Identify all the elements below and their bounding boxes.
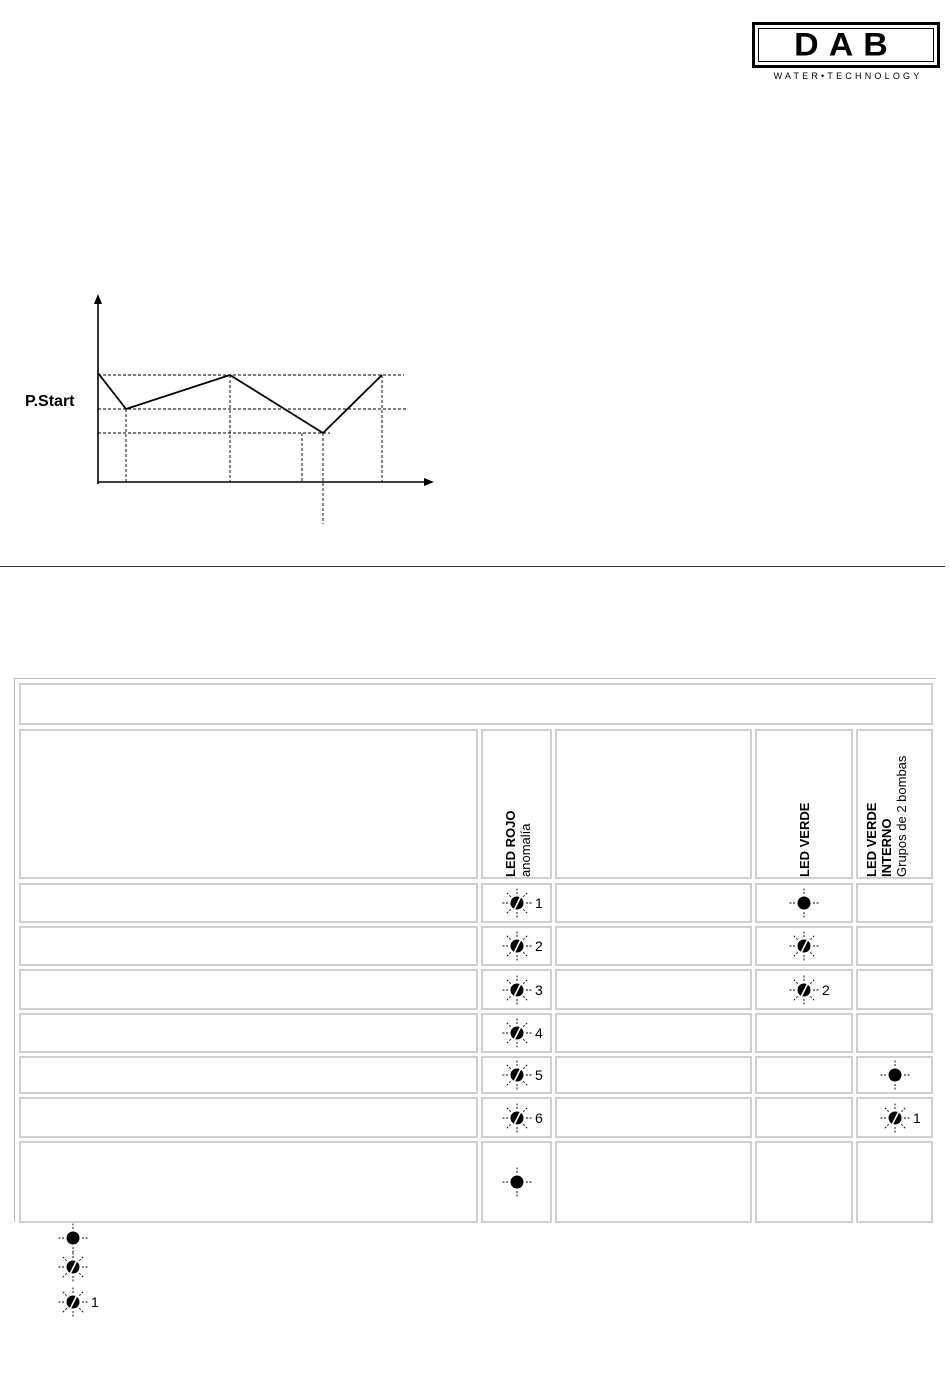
led-blinking-icon: [501, 974, 547, 1006]
blank-cell: [555, 883, 752, 923]
header-description-cell: [19, 729, 478, 879]
header-led-verde-interno-title2: INTERNO: [879, 818, 894, 877]
led-verde-interno-cell: [856, 1056, 933, 1094]
led-blink-count: 1: [912, 1109, 921, 1126]
header-led-rojo-cell: [481, 729, 552, 879]
led-rojo-cell: [481, 1056, 552, 1094]
description-cell: [19, 969, 478, 1010]
header-led-rojo-title: LED ROJO: [503, 810, 518, 877]
led-blink-count: 1: [91, 1294, 99, 1310]
led-blink-count: 6: [534, 1109, 543, 1126]
header-blank-cell: [555, 729, 752, 879]
description-cell: [19, 1141, 478, 1223]
logo-word: DAB: [794, 26, 898, 64]
description-cell: [19, 926, 478, 966]
led-on-icon: [501, 1166, 533, 1198]
led-verde-cell: [755, 926, 853, 966]
led-verde-cell: [755, 1141, 853, 1223]
led-blink-count: 4: [534, 1025, 543, 1041]
led-blink-count: 3: [534, 981, 543, 998]
header-led-rojo-subtitle: anomalía: [518, 823, 533, 877]
blank-cell: [555, 926, 752, 966]
led-blink-count: 5: [534, 1067, 543, 1083]
table-title-cell: [19, 683, 933, 725]
led-on-icon: [879, 1059, 911, 1091]
section-divider: [0, 566, 945, 567]
description-cell: [19, 1013, 478, 1053]
led-verde-cell: [755, 1013, 853, 1053]
blank-cell: [555, 1056, 752, 1094]
led-blink-count: 2: [534, 938, 543, 954]
led-verde-cell: [755, 883, 853, 923]
led-verde-interno-cell: [856, 1141, 933, 1223]
description-cell: [19, 1056, 478, 1094]
led-verde-cell: [755, 1097, 853, 1138]
description-cell: [19, 883, 478, 923]
led-blinking-icon: [501, 1102, 547, 1134]
header-led-verde-interno-title1: LED VERDE: [864, 802, 879, 877]
led-on-icon: [788, 887, 820, 919]
led-blinking-icon: [501, 1059, 547, 1091]
led-rojo-cell: [481, 1013, 552, 1053]
led-blinking-icon: [788, 974, 834, 1006]
y-axis-arrow: [94, 294, 102, 304]
x-axis-arrow: [424, 478, 434, 486]
led-blinking-icon: [788, 930, 820, 962]
led-verde-interno-cell: [856, 1013, 933, 1053]
header-led-verde-interno-subtitle: Grupos de 2 bombas: [894, 755, 909, 877]
pstart-label: P.Start: [25, 393, 75, 410]
led-blinking-icon: [501, 887, 547, 919]
dab-logo: [752, 22, 944, 82]
legend-led-blinking-icon: [57, 1251, 89, 1288]
led-verde-interno-cell: [856, 1097, 933, 1138]
led-blinking-icon: [879, 1102, 925, 1134]
blank-cell: [555, 1097, 752, 1138]
led-rojo-cell: [481, 883, 552, 923]
blank-cell: [555, 1013, 752, 1053]
header-led-verde-interno-cell: [856, 729, 933, 879]
header-led-verde-title: LED VERDE: [797, 802, 812, 877]
led-table: [14, 678, 936, 1222]
pressure-curve: [98, 373, 382, 433]
led-verde-interno-cell: [856, 969, 933, 1010]
led-rojo-cell: [481, 926, 552, 966]
blank-cell: [555, 1141, 752, 1223]
header-led-verde-cell: [755, 729, 853, 879]
led-rojo-cell: [481, 969, 552, 1010]
led-verde-cell: [755, 969, 853, 1010]
led-rojo-cell: [481, 1141, 552, 1223]
led-verde-interno-cell: [856, 926, 933, 966]
led-verde-interno-cell: [856, 883, 933, 923]
led-blinking-icon: [501, 930, 547, 962]
led-blinking-icon: [501, 1017, 547, 1049]
led-verde-cell: [755, 1056, 853, 1094]
description-cell: [19, 1097, 478, 1138]
led-blink-count: 2: [822, 981, 830, 998]
blank-cell: [555, 969, 752, 1010]
led-blink-count: 1: [534, 895, 543, 911]
led-rojo-cell: [481, 1097, 552, 1138]
legend-led-blinking-icon: [57, 1286, 103, 1323]
logo-subtitle: WATER•TECHNOLOGY: [773, 71, 923, 81]
